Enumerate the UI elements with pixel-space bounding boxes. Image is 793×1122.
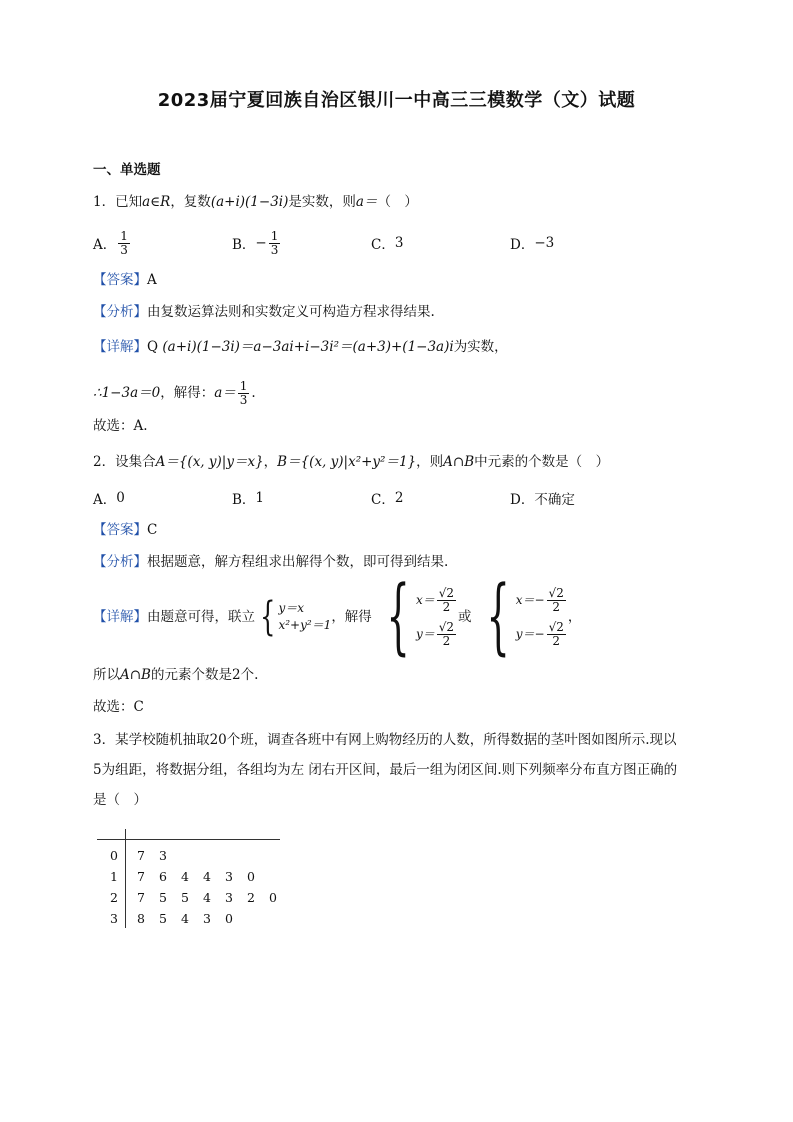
solution-var: x＝− (515, 592, 545, 607)
option-letter: A． (93, 492, 117, 508)
q1-detail-suffix: 为实数， (453, 339, 508, 355)
fraction-numerator: 1 (239, 378, 248, 393)
q1-text-c: 是实数，则 (288, 194, 356, 210)
fraction-denominator: 3 (120, 242, 128, 257)
since-symbol: Q (147, 339, 159, 355)
stem-value: 2 (110, 889, 118, 905)
detail-tag: 【详解】 (93, 339, 147, 355)
q2-conclusion-b: 的元素个数是2个. (150, 667, 259, 683)
option-letter: B． (232, 237, 256, 253)
analysis-text: 由复数运算法则和实数定义可构造方程求得结果. (147, 304, 435, 320)
stem-leaf-row (97, 907, 297, 929)
leaf-value: 8 (137, 910, 145, 926)
fraction-numerator: 1 (270, 228, 279, 243)
option-letter: D． (510, 492, 535, 508)
page-title: 2023届宁夏回族自治区银川一中高三三模数学（文）试题 (157, 90, 636, 111)
leaf-value: 5 (181, 889, 189, 905)
stem-value: 3 (110, 910, 118, 926)
leaf-value: 7 (137, 847, 145, 863)
q2-option-d (510, 483, 575, 513)
option-letter: C． (371, 237, 395, 253)
fraction-denominator: 3 (270, 242, 279, 257)
q2-text-c: 中元素的个数是（ ） (474, 454, 610, 470)
q1-solve-text: ，解得： (160, 385, 215, 401)
fraction (437, 587, 456, 614)
option-value: 2 (394, 490, 404, 506)
q2-text-a: 2．设集合 (93, 454, 156, 470)
q1-analysis (93, 302, 435, 322)
q1-detail (93, 337, 508, 357)
q1-options (93, 228, 713, 258)
solution-system-1 (372, 569, 458, 664)
q2-text-b: ，则 (416, 454, 444, 470)
q2-sep: ， (263, 454, 278, 470)
q2-detail-text-b: ，解得 (331, 609, 372, 625)
leaf-value: 3 (225, 889, 233, 905)
q1-text-a: 1．已知 (93, 194, 143, 210)
leaf-value: 0 (269, 889, 277, 905)
q1-result-var: a＝ (214, 385, 236, 401)
q2-stem (93, 452, 609, 472)
q2-option-a (93, 483, 125, 513)
leaf-value: 4 (203, 889, 211, 905)
option-value: −3 (534, 235, 555, 251)
leaf-value: 5 (159, 889, 167, 905)
q3-line-2: 5为组距，将数据分组，各组均为左 闭右开区间，最后一组为闭区间.则下列频率分布直方图正确的 (93, 762, 678, 778)
q1-condition: a∈R (142, 194, 171, 210)
period: . (251, 385, 256, 401)
q1-option-a (93, 228, 132, 258)
option-value: 3 (394, 235, 404, 251)
analysis-tag: 【分析】 (93, 304, 147, 320)
system-row (416, 583, 458, 617)
sqrt-numerator: √2 (438, 619, 455, 634)
q2-answer (93, 520, 157, 540)
or-word: 或 (458, 609, 472, 625)
detail-tag: 【详解】 (93, 609, 147, 625)
sqrt-numerator: √2 (438, 585, 455, 600)
analysis-text: 根据题意，解方程组求出解得个数，即可得到结果. (147, 554, 449, 570)
q3-line-3: 是（ ） (93, 792, 147, 808)
leaf-value: 4 (181, 910, 189, 926)
q2-options (93, 483, 713, 513)
system-row: y＝x (278, 601, 305, 615)
left-brace-icon: { (485, 569, 510, 664)
q1-conclusion: 故选：A. (93, 418, 148, 434)
q1-text-b: ，复数 (170, 194, 211, 210)
stem-leaf-row (97, 865, 297, 887)
option-letter: C． (371, 492, 395, 508)
leaf-value: 3 (159, 847, 167, 863)
q1-expression: (a+i)(1−3i) (210, 194, 289, 210)
q2-intersection: A∩B (443, 454, 475, 470)
q1-stem (93, 192, 418, 212)
q1-option-d (510, 228, 554, 258)
q1-detail-solution (93, 378, 256, 408)
stem-leaf-row (97, 844, 297, 866)
answer-tag: 【答案】 (93, 272, 147, 288)
q2-conclusion-intersection: A∩B (120, 667, 151, 683)
comma: ， (567, 609, 582, 625)
q1-answer (93, 270, 157, 290)
answer-tag: 【答案】 (93, 522, 147, 538)
q1-detail-expression: (a+i)(1−3i)＝a−3ai+i−3i²＝(a+3)+(1−3a)i (162, 339, 454, 355)
left-brace-icon: { (386, 569, 410, 664)
system-row (416, 617, 458, 651)
solution-system-2 (472, 569, 568, 664)
q1-text-d: （ ） (377, 194, 418, 210)
q1-equation: ∴1−3a＝0 (93, 385, 161, 401)
system-row (516, 583, 568, 617)
fraction-denominator: 3 (239, 392, 248, 407)
fraction (547, 587, 566, 614)
stem-value: 0 (110, 847, 118, 863)
system-row (516, 617, 568, 651)
fraction (547, 621, 566, 648)
q2-conclusion-a: 所以 (93, 667, 120, 683)
leaf-value: 3 (225, 868, 233, 884)
analysis-tag: 【分析】 (93, 554, 147, 570)
stem-leaf-plot (97, 829, 297, 929)
fraction-denominator: 2 (552, 633, 561, 648)
option-value: 不确定 (534, 492, 575, 508)
q2-conclusion (93, 665, 258, 685)
sqrt-numerator: √2 (548, 585, 564, 600)
equation-system (255, 594, 332, 640)
leaf-value: 7 (137, 889, 145, 905)
q2-detail (93, 569, 582, 664)
fraction-numerator: 1 (120, 228, 128, 243)
q2-option-c (371, 483, 403, 513)
leaf-value: 4 (181, 868, 189, 884)
q2-set-b: B＝{(x, y)|x²+y²＝1} (277, 454, 417, 470)
option-letter: D． (510, 237, 535, 253)
leaf-value: 4 (203, 868, 211, 884)
option-letter: B． (232, 492, 256, 508)
stem-leaf-row (97, 886, 297, 908)
system-rows (416, 583, 458, 651)
left-brace-icon: { (260, 594, 276, 640)
leaf-value: 3 (203, 910, 211, 926)
fraction (437, 621, 456, 648)
q1-option-c (371, 228, 403, 258)
q2-detail-text-a: 由题意可得，联立 (147, 609, 255, 625)
system-rows (516, 583, 568, 651)
stem-value: 1 (110, 868, 118, 884)
option-value: 1 (255, 490, 265, 506)
answer-value: C (147, 522, 158, 538)
q1-option-b (232, 228, 282, 258)
solution-var: y＝ (415, 626, 435, 641)
leaf-value: 7 (137, 868, 145, 884)
leaf-value: 5 (159, 910, 167, 926)
q2-set-a: A＝{(x, y)|y＝x} (155, 454, 264, 470)
q2-option-b (232, 483, 264, 513)
sqrt-numerator: √2 (548, 619, 564, 634)
fraction-denominator: 2 (442, 633, 451, 648)
minus-sign: − (255, 235, 267, 251)
leaf-value: 0 (247, 868, 255, 884)
option-value: 0 (116, 490, 125, 506)
solution-var: x＝ (415, 592, 435, 607)
leaf-value: 6 (159, 868, 167, 884)
system-rows (278, 600, 331, 634)
q1-ask: a＝ (355, 194, 378, 210)
fraction-denominator: 2 (442, 599, 451, 614)
fraction (118, 230, 130, 257)
q2-choose: 故选：C (93, 699, 144, 715)
q3-line-1: 3．某学校随机抽取20个班，调查各班中有网上购物经历的人数，所得数据的茎叶图如图所示.现以 (93, 732, 677, 748)
fraction (238, 380, 250, 407)
fraction (269, 230, 281, 257)
system-row: x²+y²＝1 (278, 618, 332, 632)
fraction-denominator: 2 (552, 599, 560, 614)
leaf-value: 2 (247, 889, 255, 905)
answer-value: A (147, 272, 157, 288)
leaf-value: 0 (225, 910, 233, 926)
option-letter: A． (93, 237, 117, 253)
section-heading: 一、单选题 (93, 162, 161, 178)
solution-var: y＝− (515, 626, 545, 641)
